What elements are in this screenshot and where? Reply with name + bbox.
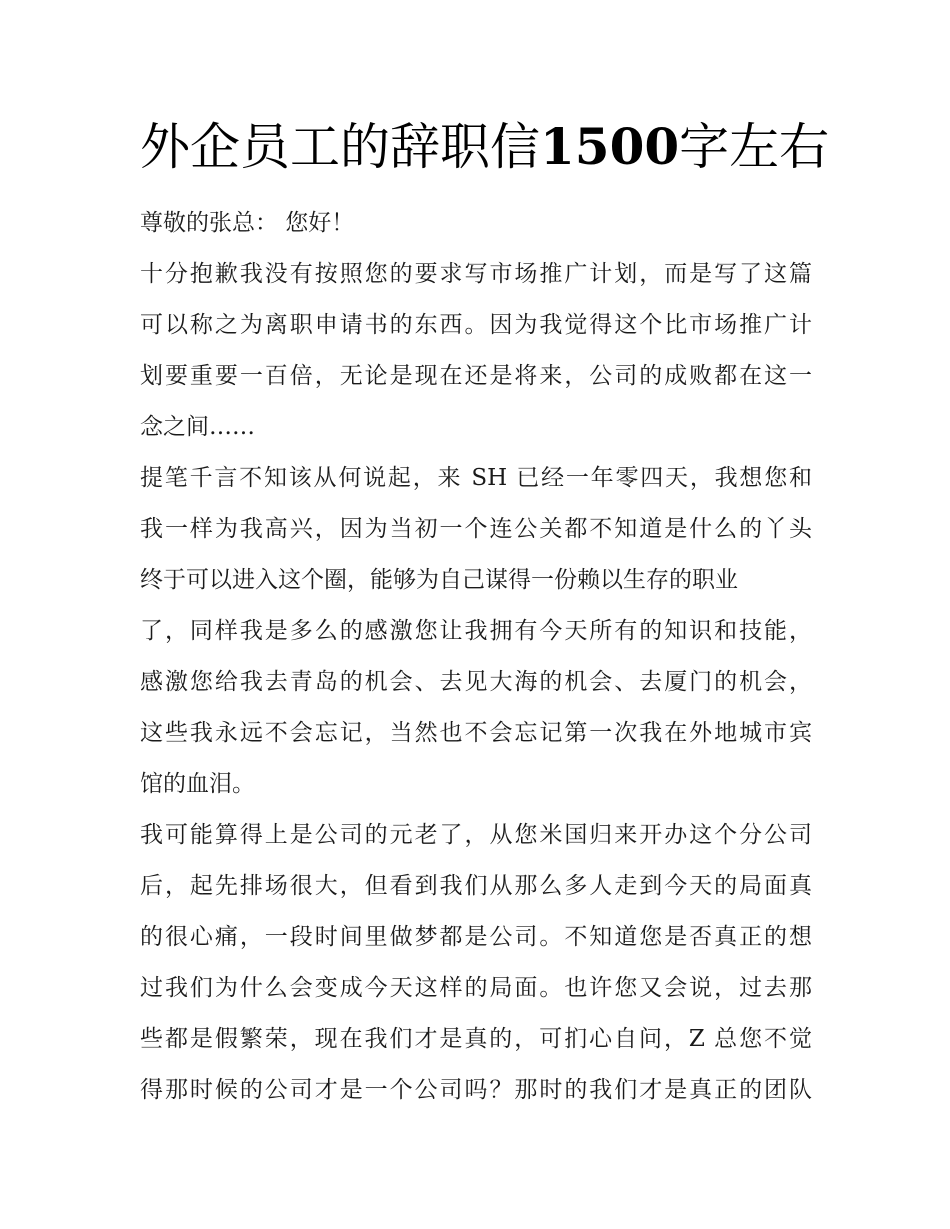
letter-line: 我一样为我高兴，因为当初一个连公关都不知道是什么的丫头 (140, 516, 812, 542)
letter-line: 念之间…… (140, 414, 255, 440)
title-prefix: 外企员工的辞职信 (140, 118, 540, 176)
letter-line: 提笔千言不知该从何说起，来 SH 已经一年零四天，我想您和 (140, 465, 812, 491)
letter-line: 可以称之为离职申请书的东西。因为我觉得这个比市场推广计 (140, 312, 812, 338)
letter-line: 些都是假繁荣，现在我们才是真的，可扪心自问，Z 总您不觉 (140, 1026, 812, 1052)
title-number: 1500 (540, 117, 680, 176)
letter-line: 后，起先排场很大，但看到我们从那么多人走到今天的局面真 (140, 873, 812, 899)
letter-line: 十分抱歉我没有按照您的要求写市场推广计划，而是写了这篇 (140, 261, 812, 287)
letter-line: 的很心痛，一段时间里做梦都是公司。不知道您是否真正的想 (140, 924, 812, 950)
letter-line: 感激您给我去青岛的机会、去见大海的机会、去厦门的机会， (140, 669, 812, 695)
document-title (140, 116, 840, 178)
letter-line: 这些我永远不会忘记，当然也不会忘记第一次我在外地城市宾 (140, 720, 812, 746)
letter-greeting: 尊敬的张总： 您好！ (140, 210, 355, 236)
letter-line: 馆的血泪。 (140, 771, 255, 797)
letter-line: 过我们为什么会变成今天这样的局面。也许您又会说，过去那 (140, 975, 812, 1001)
letter-lines (140, 249, 812, 1116)
title-suffix: 字左右 (679, 118, 830, 176)
letter-body (140, 198, 812, 1116)
letter-line: 划要重要一百倍，无论是现在还是将来，公司的成败都在这一 (140, 363, 812, 389)
letter-line: 我可能算得上是公司的元老了，从您米国归来开办这个分公司 (140, 822, 812, 848)
letter-line: 了，同样我是多么的感激您让我拥有今天所有的知识和技能， (140, 618, 812, 644)
letter-line: 终于可以进入这个圈，能够为自己谋得一份赖以生存的职业 (140, 567, 738, 593)
letter-line: 得那时候的公司才是一个公司吗？那时的我们才是真正的团队 (140, 1077, 812, 1103)
